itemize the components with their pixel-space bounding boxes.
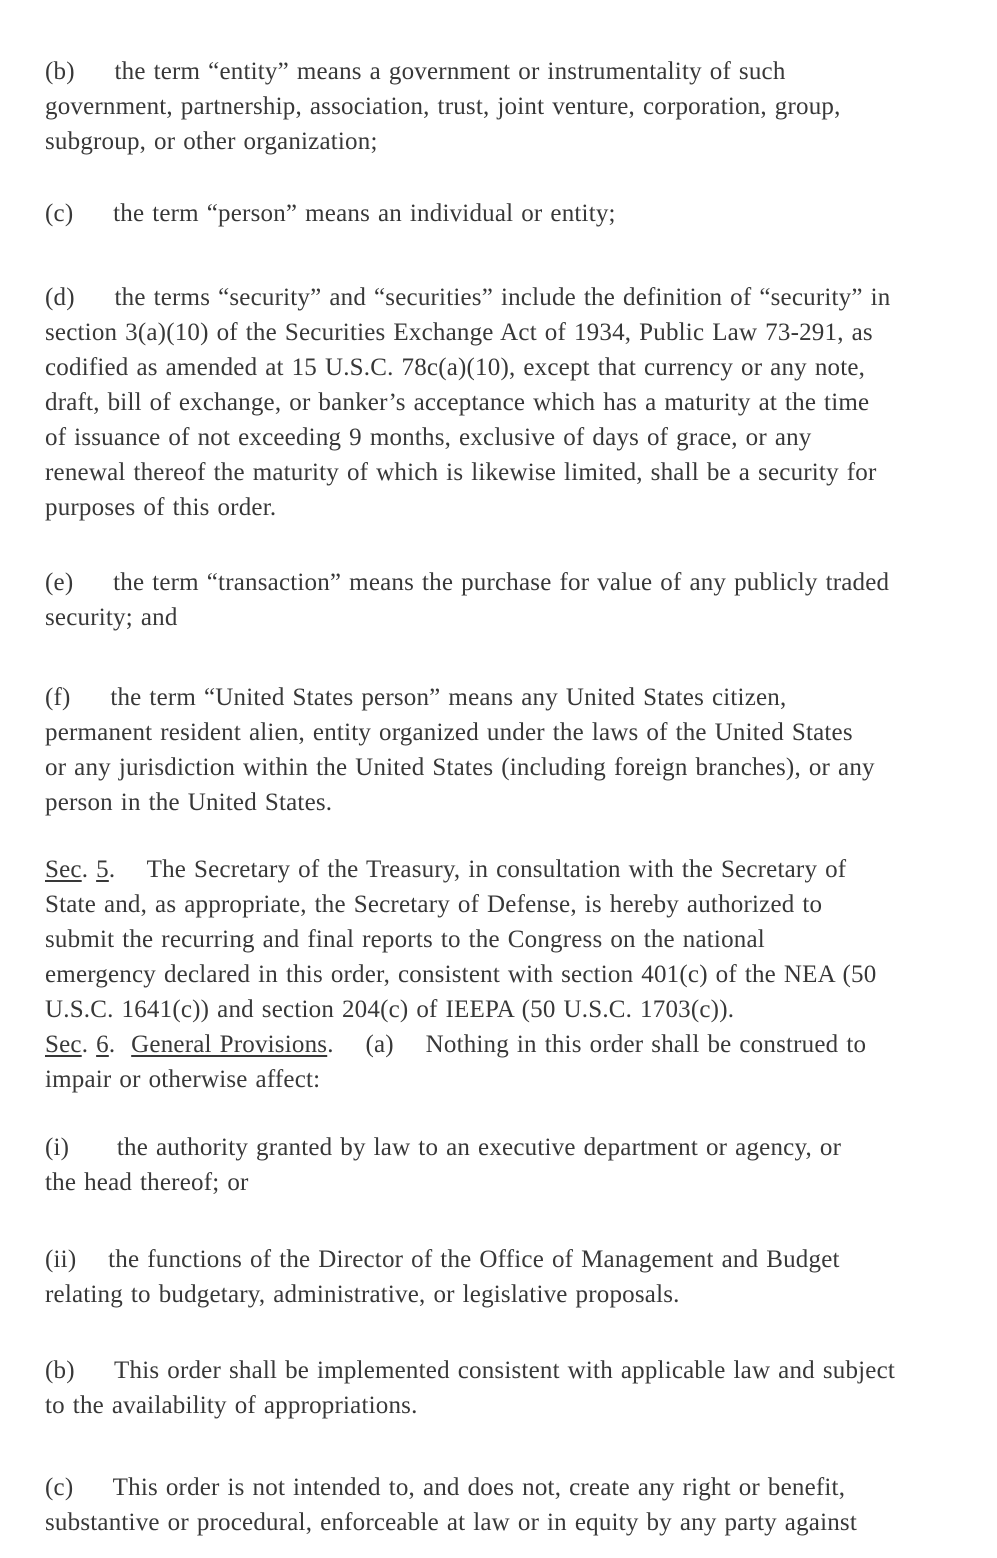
text-line bbox=[45, 54, 947, 89]
text-segment: (b) the term “entity” means a government or instrumentality of such bbox=[45, 58, 786, 85]
text-line bbox=[45, 1505, 947, 1540]
text-segment: or any jurisdiction within the United States (including foreign branches), or any bbox=[45, 754, 875, 781]
paragraph-general-provisions-b bbox=[45, 1353, 947, 1423]
text-segment: of issuance of not exceeding 9 months, exclusive of days of grace, or any bbox=[45, 424, 812, 451]
text-line bbox=[45, 992, 947, 1027]
text-line bbox=[45, 565, 947, 600]
text-segment: purposes of this order. bbox=[45, 494, 277, 521]
paragraph-definition-b bbox=[45, 54, 947, 159]
text-line bbox=[45, 852, 947, 887]
text-line bbox=[45, 1165, 947, 1200]
text-segment: section 3(a)(10) of the Securities Exchange Act of 1934, Public Law 73-291, as bbox=[45, 319, 873, 346]
text-segment: renewal thereof the maturity of which is likewise limited, shall be a security for bbox=[45, 459, 877, 486]
text-line bbox=[45, 1027, 947, 1062]
text-segment: . bbox=[108, 1031, 132, 1058]
paragraph-clause-ii bbox=[45, 1242, 947, 1312]
text-line bbox=[45, 715, 947, 750]
paragraph-definition-f bbox=[45, 680, 947, 820]
text-segment: (c) the term “person” means an individual or entity; bbox=[45, 200, 616, 227]
text-segment: substantive or procedural, enforceable at law or in equity by any party against bbox=[45, 1509, 857, 1536]
text-line bbox=[45, 350, 947, 385]
underlined-text: Sec bbox=[45, 1031, 82, 1058]
text-line bbox=[45, 490, 947, 525]
text-segment: emergency declared in this order, consistent with section 401(c) of the NEA (50 bbox=[45, 961, 877, 988]
text-line bbox=[45, 124, 947, 159]
text-segment: State and, as appropriate, the Secretary of Defense, is hereby authorized to bbox=[45, 891, 823, 918]
text-line bbox=[45, 922, 947, 957]
text-segment: draft, bill of exchange, or banker’s acceptance which has a maturity at the time bbox=[45, 389, 870, 416]
text-segment: person in the United States. bbox=[45, 789, 333, 816]
text-line bbox=[45, 1062, 947, 1097]
text-segment: government, partnership, association, trust, joint venture, corporation, group, bbox=[45, 93, 841, 120]
text-segment: subgroup, or other organization; bbox=[45, 128, 378, 155]
text-line bbox=[45, 1242, 947, 1277]
paragraph-definition-e bbox=[45, 565, 947, 635]
text-segment: . (a) Nothing in this order shall be construed to bbox=[327, 1031, 867, 1058]
text-segment: codified as amended at 15 U.S.C. 78c(a)(10), except that currency or any note, bbox=[45, 354, 866, 381]
text-segment: the head thereof; or bbox=[45, 1169, 249, 1196]
text-segment: (f) the term “United States person” means any United States citizen, bbox=[45, 684, 787, 711]
text-segment: permanent resident alien, entity organized under the laws of the United States bbox=[45, 719, 853, 746]
text-segment: security; and bbox=[45, 604, 178, 631]
text-segment: . bbox=[81, 1031, 97, 1058]
text-line bbox=[45, 785, 947, 820]
text-segment: . The Secretary of the Treasury, in consultation with the Secretary of bbox=[108, 856, 847, 883]
text-line bbox=[45, 1353, 947, 1388]
paragraph-clause-i bbox=[45, 1130, 947, 1200]
paragraph-sec-5-and-sec-6 bbox=[45, 852, 947, 1097]
text-segment: to the availability of appropriations. bbox=[45, 1392, 418, 1419]
paragraph-definition-d bbox=[45, 280, 947, 525]
text-segment: (d) the terms “security” and “securities” include the definition of “security” in bbox=[45, 284, 891, 311]
text-segment: . bbox=[81, 856, 97, 883]
text-segment: (i) the authority granted by law to an executive department or agency, or bbox=[45, 1134, 842, 1161]
text-segment: (ii) the functions of the Director of the Office of Management and Budget bbox=[45, 1246, 840, 1273]
text-line bbox=[45, 1470, 947, 1505]
text-segment: relating to budgetary, administrative, or legislative proposals. bbox=[45, 1281, 680, 1308]
document-text bbox=[45, 54, 947, 1540]
text-segment: (e) the term “transaction” means the purchase for value of any publicly traded bbox=[45, 569, 890, 596]
text-segment: submit the recurring and final reports to the Congress on the national bbox=[45, 926, 765, 953]
underlined-text: 6 bbox=[96, 1031, 109, 1058]
underlined-text: General Provisions bbox=[131, 1031, 328, 1058]
text-line bbox=[45, 680, 947, 715]
underlined-text: 5 bbox=[96, 856, 109, 883]
text-line bbox=[45, 420, 947, 455]
text-line bbox=[45, 315, 947, 350]
text-segment: (b) This order shall be implemented consistent with applicable law and subject bbox=[45, 1357, 896, 1384]
text-line bbox=[45, 957, 947, 992]
paragraph-general-provisions-c bbox=[45, 1470, 947, 1540]
underlined-text: Sec bbox=[45, 856, 82, 883]
text-line bbox=[45, 280, 947, 315]
text-line bbox=[45, 1388, 947, 1423]
text-segment: (c) This order is not intended to, and does not, create any right or benefit, bbox=[45, 1474, 846, 1501]
text-line bbox=[45, 89, 947, 124]
text-line bbox=[45, 887, 947, 922]
text-line bbox=[45, 385, 947, 420]
text-line bbox=[45, 455, 947, 490]
text-segment: U.S.C. 1641(c)) and section 204(c) of IEEPA (50 U.S.C. 1703(c)). bbox=[45, 996, 735, 1023]
paragraph-definition-c bbox=[45, 196, 947, 231]
text-segment: impair or otherwise affect: bbox=[45, 1066, 321, 1093]
text-line bbox=[45, 196, 947, 231]
text-line bbox=[45, 1130, 947, 1165]
text-line bbox=[45, 750, 947, 785]
text-line bbox=[45, 600, 947, 635]
text-line bbox=[45, 1277, 947, 1312]
